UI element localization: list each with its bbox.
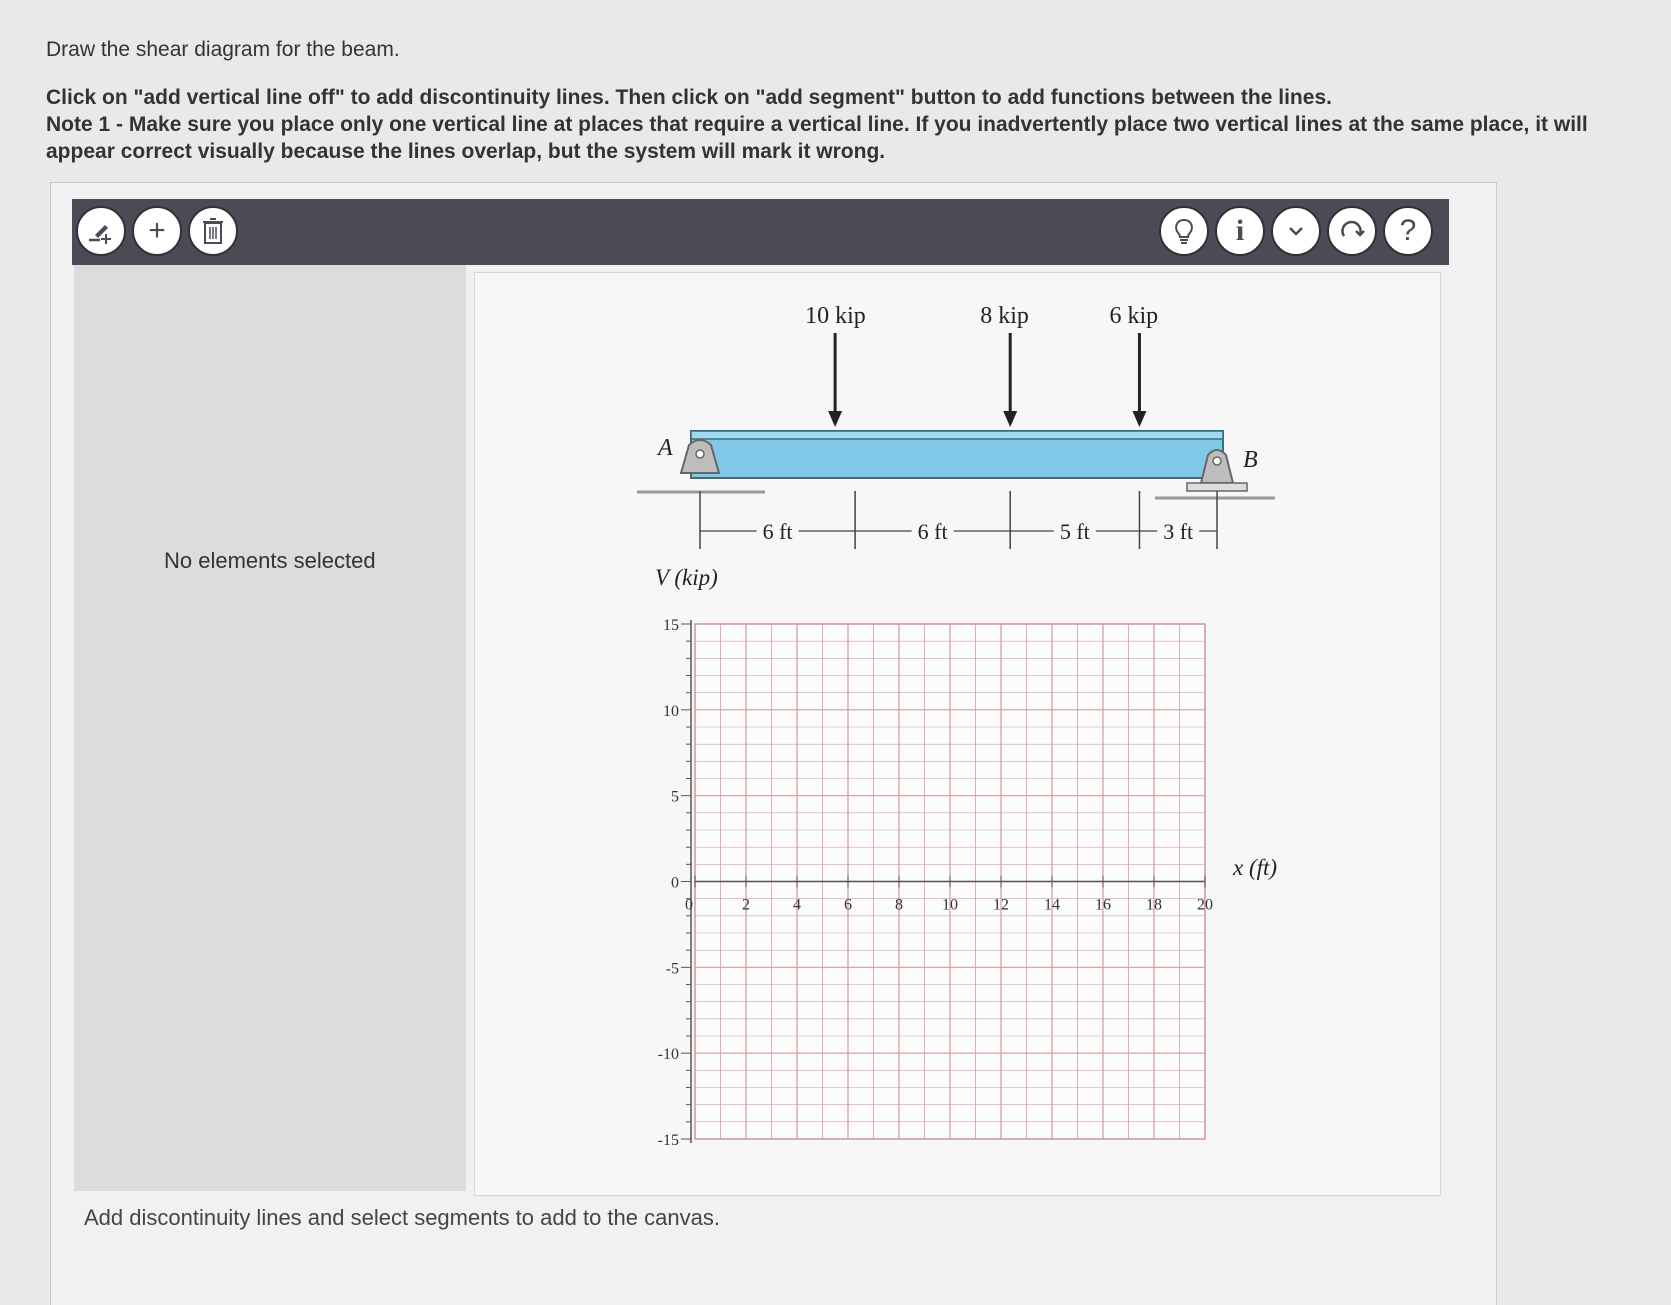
x-tick-label-1: 2 [742, 896, 750, 914]
add-vertical-line-button[interactable] [76, 206, 126, 256]
hint-button[interactable] [1159, 206, 1209, 256]
y-tick-label-3: 0 [671, 874, 679, 892]
roller-support-right-base [1187, 483, 1247, 491]
beam-top-flange [691, 431, 1223, 439]
y-tick-label-4: -5 [665, 960, 679, 978]
x-tick-label-5: 10 [942, 896, 958, 914]
dim-label-3: 3 ft [1163, 519, 1194, 544]
dim-label-1: 6 ft [917, 519, 948, 544]
support-label-a: A [658, 435, 673, 461]
y-axis-label: V (kip) [655, 565, 718, 590]
lightbulb-icon [1169, 216, 1199, 246]
info-icon: i [1235, 214, 1245, 247]
no-selection-text: No elements selected [164, 548, 376, 573]
plus-icon: + [148, 214, 166, 247]
shear-graph[interactable] [655, 565, 1277, 1149]
question-icon: ? [1399, 214, 1417, 247]
add-segment-button[interactable] [132, 206, 182, 256]
x-tick-label-3: 6 [844, 896, 852, 914]
y-tick-label-5: -10 [657, 1046, 679, 1064]
support-label-b: B [1243, 447, 1258, 473]
x-tick-label-7: 14 [1044, 896, 1060, 914]
reset-button[interactable] [1327, 206, 1377, 256]
y-tick-label-6: -15 [657, 1132, 679, 1149]
x-tick-label-4: 8 [895, 896, 903, 914]
help-button[interactable] [1383, 206, 1433, 256]
beam-figure [637, 303, 1275, 549]
dim-label-2: 5 ft [1059, 519, 1090, 544]
y-tick-label-1: 10 [663, 702, 679, 720]
x-tick-label-10: 20 [1197, 896, 1213, 914]
y-tick-label-0: 15 [663, 617, 679, 634]
y-tick-label-2: 5 [671, 788, 679, 806]
dim-label-0: 6 ft [762, 519, 793, 544]
delete-button[interactable] [188, 206, 238, 256]
x-tick-label-2: 4 [793, 896, 801, 914]
redo-icon [1337, 216, 1367, 246]
expand-button[interactable] [1271, 206, 1321, 256]
pin-support-left-pin [696, 450, 704, 458]
beam-and-graph[interactable] [475, 273, 1440, 1195]
instructions [46, 38, 1636, 165]
instruction-note-1: Note 1 - Make sure you place only one vertical line at places that require a vertical line. If you inadvertently place two vertical lines at the same place, it will appear correct visually because the lines overlap, but the system will mark it wrong. [46, 113, 1588, 163]
load-arrow-head-0 [828, 411, 842, 427]
load-arrow-head-2 [1132, 411, 1146, 427]
pencil-line-icon [86, 216, 116, 246]
info-button[interactable] [1215, 206, 1265, 256]
load-label-1: 8 kip [980, 303, 1029, 329]
load-label-0: 10 kip [805, 303, 866, 329]
x-tick-label-9: 18 [1146, 896, 1162, 914]
x-tick-label-6: 12 [993, 896, 1009, 914]
drawing-canvas[interactable] [474, 272, 1441, 1196]
problem-title: Draw the shear diagram for the beam. [46, 38, 400, 61]
x-axis-label: x (ft) [1233, 855, 1278, 880]
toolbar [72, 199, 1449, 265]
chevron-down-icon [1284, 219, 1308, 243]
load-label-2: 6 kip [1109, 303, 1159, 329]
x-tick-label-8: 16 [1095, 896, 1111, 914]
x-tick-label-0: 0 [685, 896, 693, 914]
trash-icon [199, 216, 227, 246]
load-arrow-head-1 [1003, 411, 1017, 427]
instruction-line-1: Click on "add vertical line off" to add discontinuity lines. Then click on "add segment" button to add functions between the lines. [46, 86, 1332, 109]
element-properties-panel [74, 265, 466, 1191]
status-message: Add discontinuity lines and select segments to add to the canvas. [84, 1205, 720, 1230]
roller-support-right-pin [1213, 457, 1221, 465]
